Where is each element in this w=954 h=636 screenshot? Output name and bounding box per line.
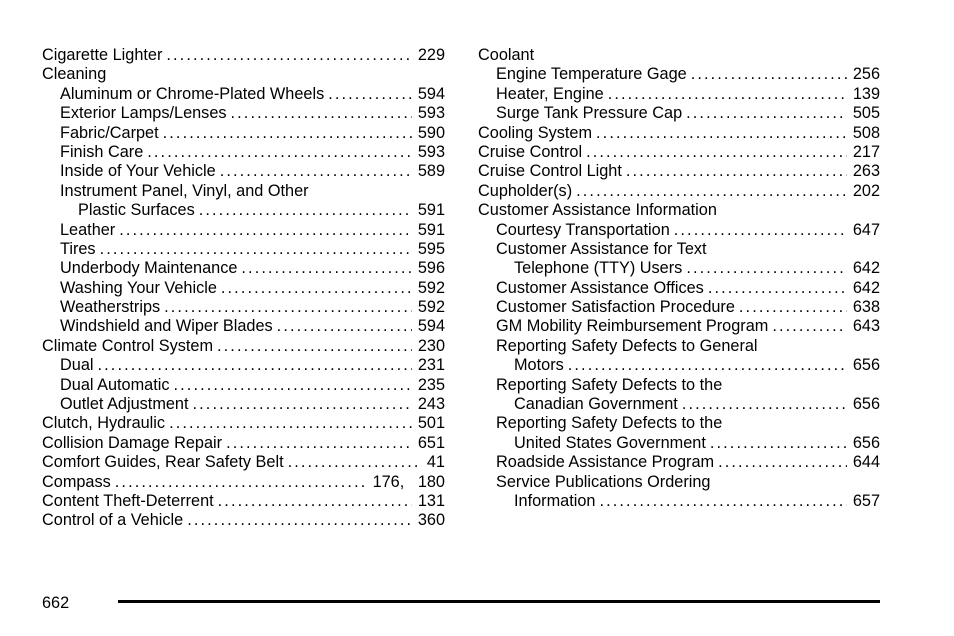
index-entry-label: GM Mobility Reimbursement Program (496, 317, 769, 336)
index-entry-page: 589 (417, 162, 445, 181)
index-entry-page: 231 (417, 356, 445, 375)
index-entry (478, 356, 880, 375)
dot-leader (169, 414, 412, 433)
dot-leader (218, 492, 412, 511)
index-entry-label: Plastic Surfaces (78, 201, 195, 220)
index-entry (42, 143, 445, 162)
index-entry (42, 201, 445, 220)
index-entry (478, 337, 880, 356)
dot-leader (691, 65, 847, 84)
dot-leader (739, 298, 847, 317)
index-entry (42, 182, 445, 201)
index-entry (478, 65, 880, 84)
index-entry (478, 240, 880, 259)
dot-leader (599, 492, 846, 511)
index-entry-page: 593 (417, 142, 445, 161)
index-entry-page: 595 (417, 239, 445, 258)
index-entry-label: Exterior Lamps/Lenses (60, 104, 227, 123)
index-entry-label: United States Government (514, 433, 706, 452)
index-entry (478, 492, 880, 511)
index-entry-label: Cooling System (478, 123, 593, 142)
index-entry (478, 414, 880, 433)
index-entry-label: Dual Automatic (60, 375, 170, 394)
index-entry (478, 434, 880, 453)
index-entry-label: Comfort Guides, Rear Safety Belt (42, 453, 284, 472)
index-entry-page: 638 (852, 298, 880, 317)
index-entry-page: 651 (417, 433, 445, 452)
index-entry-label: Inside of Your Vehicle (60, 162, 216, 181)
dot-leader (674, 221, 847, 240)
index-entry-label: Motors (514, 356, 564, 375)
index-entry-label: Instrument Panel, Vinyl, and Other (60, 181, 309, 200)
index-entry-label: Roadside Assistance Program (496, 453, 715, 472)
index-entry-label: Cruise Control (478, 142, 583, 161)
dot-leader (221, 279, 412, 298)
page-number: 662 (42, 594, 70, 612)
dot-leader (576, 182, 847, 201)
index-entry (478, 317, 880, 336)
dot-leader (174, 376, 412, 395)
index-entry-label: Coolant (478, 46, 535, 64)
index-entry-label: Outlet Adjustment (60, 395, 189, 414)
dot-leader (626, 162, 847, 181)
dot-leader (193, 395, 412, 414)
index-entry-label: Content Theft-Deterrent (42, 491, 214, 510)
index-entry-page: 360 (417, 511, 445, 530)
index-entry-page: 229 (417, 46, 445, 64)
index-entry-label: Canadian Government (514, 395, 678, 414)
index-entry-label: Cleaning (42, 65, 107, 84)
index-entry-page: 592 (417, 298, 445, 317)
dot-leader (100, 240, 412, 259)
index-entry-page: 501 (417, 414, 445, 433)
index-entry (42, 46, 445, 65)
index-entry (478, 395, 880, 414)
index-entry (42, 221, 445, 240)
index-entry-page: 647 (852, 220, 880, 239)
index-entry-label: Reporting Safety Defects to General (496, 336, 758, 355)
index-entry (42, 395, 445, 414)
footer-rule (118, 600, 880, 603)
index-entry-page: 131 (417, 491, 445, 510)
index-entry (478, 279, 880, 298)
index-entry-label: Tires (60, 239, 96, 258)
index-entry-label: Compass (42, 472, 111, 491)
index-entry-page: 176, 180 (372, 472, 445, 491)
dot-leader (608, 85, 847, 104)
index-entry (42, 453, 445, 472)
index-entry-page: 505 (852, 104, 880, 123)
dot-leader (217, 337, 412, 356)
index-entry (42, 259, 445, 278)
index-entry-label: Reporting Safety Defects to the (496, 375, 723, 394)
index-entry (42, 279, 445, 298)
dot-leader (147, 143, 412, 162)
index-entry-label: Weatherstrips (60, 298, 161, 317)
index-entry (478, 124, 880, 143)
index-entry (42, 434, 445, 453)
index-entry (42, 317, 445, 336)
index-entry-label: Fabric/Carpet (60, 123, 159, 142)
index-entry-page: 594 (417, 317, 445, 336)
index-entry (42, 104, 445, 123)
index-entry-page: 508 (852, 123, 880, 142)
index-entry-label: Washing Your Vehicle (60, 278, 217, 297)
dot-leader (163, 124, 412, 143)
index-entry (42, 337, 445, 356)
index-entry-label: Climate Control System (42, 336, 214, 355)
dot-leader (98, 356, 412, 375)
dot-leader (226, 434, 412, 453)
index-column-left (42, 46, 445, 531)
index-entry-page: 656 (852, 356, 880, 375)
index-entry-page: 256 (852, 65, 880, 84)
index-entry-page: 593 (417, 104, 445, 123)
index-entry (478, 46, 880, 65)
dot-leader (277, 317, 412, 336)
index-entry (478, 221, 880, 240)
index-entry (478, 85, 880, 104)
index-entry (42, 356, 445, 375)
dot-leader (686, 104, 847, 123)
index-entry-label: Customer Assistance Offices (496, 278, 704, 297)
index-entry-page: 592 (417, 278, 445, 297)
index-entry (42, 473, 445, 492)
dot-leader (586, 143, 847, 162)
index-entry (478, 259, 880, 278)
index-entry-label: Finish Care (60, 142, 144, 161)
dot-leader (199, 201, 412, 220)
dot-leader (772, 317, 846, 336)
index-entry-label: Control of a Vehicle (42, 511, 184, 530)
dot-leader (682, 395, 847, 414)
index-entry (478, 298, 880, 317)
dot-leader (718, 453, 847, 472)
index-entry-page: 41 (426, 453, 445, 472)
index-entry-label: Underbody Maintenance (60, 259, 238, 278)
index-entry-label: Heater, Engine (496, 84, 604, 103)
index-entry-page: 230 (417, 336, 445, 355)
index-entry (42, 492, 445, 511)
index-entry (478, 162, 880, 181)
index-entry (42, 85, 445, 104)
dot-leader (166, 46, 411, 65)
dot-leader (288, 453, 421, 472)
index-entry-label: Cupholder(s) (478, 181, 573, 200)
index-entry (42, 65, 445, 84)
index-entry-page: 590 (417, 123, 445, 142)
dot-leader (328, 85, 412, 104)
index-entry (42, 414, 445, 433)
index-entry-label: Collision Damage Repair (42, 433, 223, 452)
index-entry-page: 656 (852, 433, 880, 452)
index-entry-label: Telephone (TTY) Users (514, 259, 683, 278)
index-column-right (478, 46, 880, 511)
dot-leader (708, 279, 847, 298)
index-entry-label: Cigarette Lighter (42, 46, 163, 64)
index-entry (42, 124, 445, 143)
index-entry (42, 240, 445, 259)
index-entry-page: 642 (852, 259, 880, 278)
index-entry-page: 656 (852, 395, 880, 414)
index-entry (478, 453, 880, 472)
index-entry-label: Aluminum or Chrome-Plated Wheels (60, 84, 325, 103)
index-entry (478, 201, 880, 220)
index-entry-page: 596 (417, 259, 445, 278)
index-entry-label: Reporting Safety Defects to the (496, 414, 723, 433)
index-entry-label: Information (514, 491, 596, 510)
index-entry-page: 591 (417, 201, 445, 220)
index-entry-page: 594 (417, 84, 445, 103)
dot-leader (115, 473, 367, 492)
index-entry-label: Customer Satisfaction Procedure (496, 298, 735, 317)
index-entry-page: 263 (852, 162, 880, 181)
index-entry-page: 643 (852, 317, 880, 336)
dot-leader (164, 298, 412, 317)
index-entry-page: 235 (417, 375, 445, 394)
dot-leader (686, 259, 847, 278)
index-entry-label: Windshield and Wiper Blades (60, 317, 273, 336)
index-entry (42, 162, 445, 181)
index-entry-label: Leather (60, 220, 116, 239)
index-entry-page: 139 (852, 84, 880, 103)
dot-leader (596, 124, 847, 143)
index-entry-label: Clutch, Hydraulic (42, 414, 166, 433)
dot-leader (231, 104, 412, 123)
index-entry (42, 511, 445, 530)
index-entry (478, 104, 880, 123)
index-entry-label: Cruise Control Light (478, 162, 622, 181)
index-entry-label: Engine Temperature Gage (496, 65, 687, 84)
index-entry (478, 376, 880, 395)
index-entry-page: 243 (417, 395, 445, 414)
index-entry-page: 591 (417, 220, 445, 239)
index-entry-page: 644 (852, 453, 880, 472)
index-entry (478, 182, 880, 201)
index-entry (42, 376, 445, 395)
dot-leader (220, 162, 412, 181)
index-entry-label: Customer Assistance Information (478, 201, 717, 220)
dot-leader (119, 221, 412, 240)
index-entry (478, 473, 880, 492)
dot-leader (710, 434, 847, 453)
index-entry-page: 202 (852, 181, 880, 200)
dot-leader (241, 259, 411, 278)
dot-leader (568, 356, 847, 375)
index-entry (478, 143, 880, 162)
index-entry-label: Customer Assistance for Text (496, 239, 707, 258)
index-entry-label: Dual (60, 356, 94, 375)
index-entry-label: Surge Tank Pressure Cap (496, 104, 683, 123)
index-entry-label: Service Publications Ordering (496, 472, 711, 491)
index-entry-page: 217 (852, 142, 880, 161)
index-entry-label: Courtesy Transportation (496, 220, 670, 239)
index-entry (42, 298, 445, 317)
index-entry-page: 642 (852, 278, 880, 297)
dot-leader (187, 511, 412, 530)
index-entry-page: 657 (852, 491, 880, 510)
